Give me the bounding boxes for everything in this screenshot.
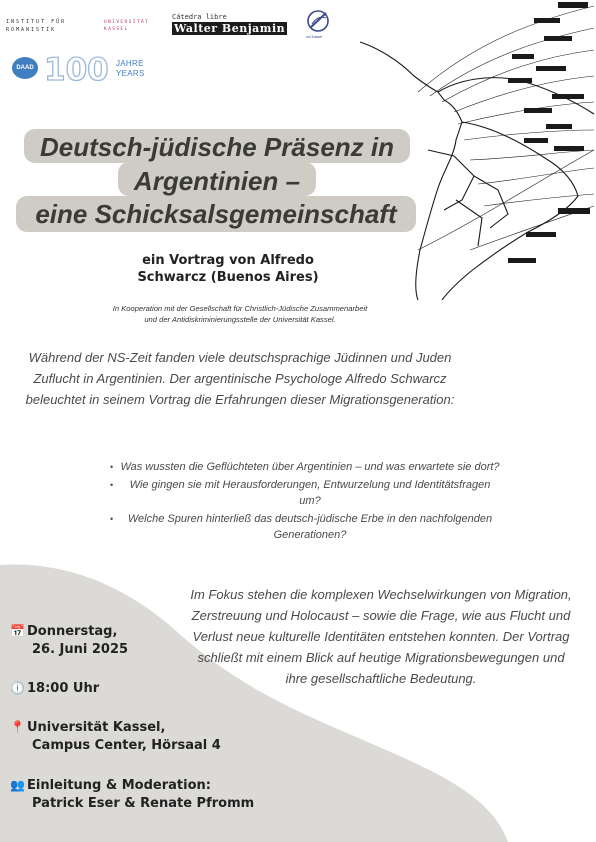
institut-romanistik-logo — [6, 16, 90, 36]
event-time — [10, 679, 99, 698]
subtitle-line: ein Vortrag von Alfredo — [142, 253, 314, 268]
question-list — [110, 459, 500, 545]
emblem-icon — [306, 8, 330, 34]
subtitle-line: Schwarcz (Buenos Aires) — [137, 270, 319, 285]
logo-text: YEARS — [116, 69, 145, 78]
logo-text: ROMANISTIK — [6, 27, 57, 33]
logo-text: INSTITUT FÜR — [6, 19, 67, 25]
cooperation-line: In Kooperation mit der Gesellschaft für Christlich-Jüdische Zusammenarbeit — [112, 304, 368, 313]
cooperation-line: und der Antidiskriminierungsstelle der Universität Kassel. — [144, 315, 336, 324]
page-title-line: eine Schicksalsgemeinschaft — [35, 199, 397, 229]
catedra-walter-benjamin-logo — [172, 13, 298, 37]
event-moderation — [10, 776, 254, 813]
intro-paragraph: Während der NS-Zeit fanden viele deutschsprachige Jüdinnen und Juden Zuflucht in Argentinien. Der argentinische Psychologe Alfredo Schwarcz beleuchtet in seinem Vortrag die Erfahrungen dieser Migrationsgeneration: — [25, 350, 455, 407]
moderation-label: Einleitung & Moderation: — [27, 778, 211, 793]
clock-icon: 🕕 — [10, 681, 25, 695]
logo-text: UNIVERSITÄT — [104, 20, 150, 25]
time-value: 18:00 Uhr — [27, 681, 100, 696]
logo-text: JAHRE — [116, 59, 144, 68]
logo-caption: uni Kassel — [306, 35, 323, 39]
location-line: Campus Center, Hörsaal 4 — [32, 738, 221, 753]
hundred-logo-text: 100 — [44, 53, 109, 83]
focus-paragraph: Im Fokus stehen die komplexen Wechselwirkungen von Migration, Zerstreuung und Holocaust – sowie die Frage, wie aus Flucht und Verlust neue kulturelle Identitäten entstehen konnten. Der Vortrag schließt mit einem Blick auf heutige Migrationsbewegungen und ihre gesellschaftliche Bedeutung. — [190, 587, 572, 686]
people-icon: 👥 — [10, 778, 25, 792]
moderation-names: Patrick Eser & Renate Pfromm — [32, 796, 255, 811]
location-line: Universität Kassel, — [27, 720, 166, 735]
cooperation-note — [40, 303, 440, 325]
page-title-line: Argentinien – — [133, 166, 301, 196]
event-date — [10, 622, 128, 659]
uni-kassel-emblem-logo — [306, 8, 330, 42]
logo-text: Cátedra libre — [172, 13, 227, 21]
list-item: • Welche Spuren hinterließ das deutsch-jüdische Erbe in den nachfolgenden Generationen? — [110, 511, 500, 543]
date-weekday: Donnerstag, — [27, 624, 118, 639]
speaker-subtitle — [110, 252, 346, 286]
page-title-line: Deutsch-jüdische Präsenz in — [40, 132, 394, 162]
logo-text: KASSEL — [104, 27, 129, 32]
calendar-icon: 📅 — [10, 624, 25, 638]
event-location — [10, 718, 221, 755]
universitaet-kassel-logo — [104, 16, 160, 36]
hundred-years-logo — [44, 53, 114, 83]
years-logo-text — [116, 58, 156, 80]
pin-icon: 📍 — [10, 720, 25, 734]
logo-text: Walter Benjamin — [174, 22, 286, 35]
daad-logo: DAAD — [12, 57, 38, 79]
date-value: 26. Juni 2025 — [32, 642, 129, 657]
list-item: • Wie gingen sie mit Herausforderungen, Entwurzelung und Identitätsfragen um? — [110, 477, 500, 509]
list-item: • Was wussten die Geflüchteten über Argentinien – und was erwartete sie dort? — [110, 459, 500, 475]
